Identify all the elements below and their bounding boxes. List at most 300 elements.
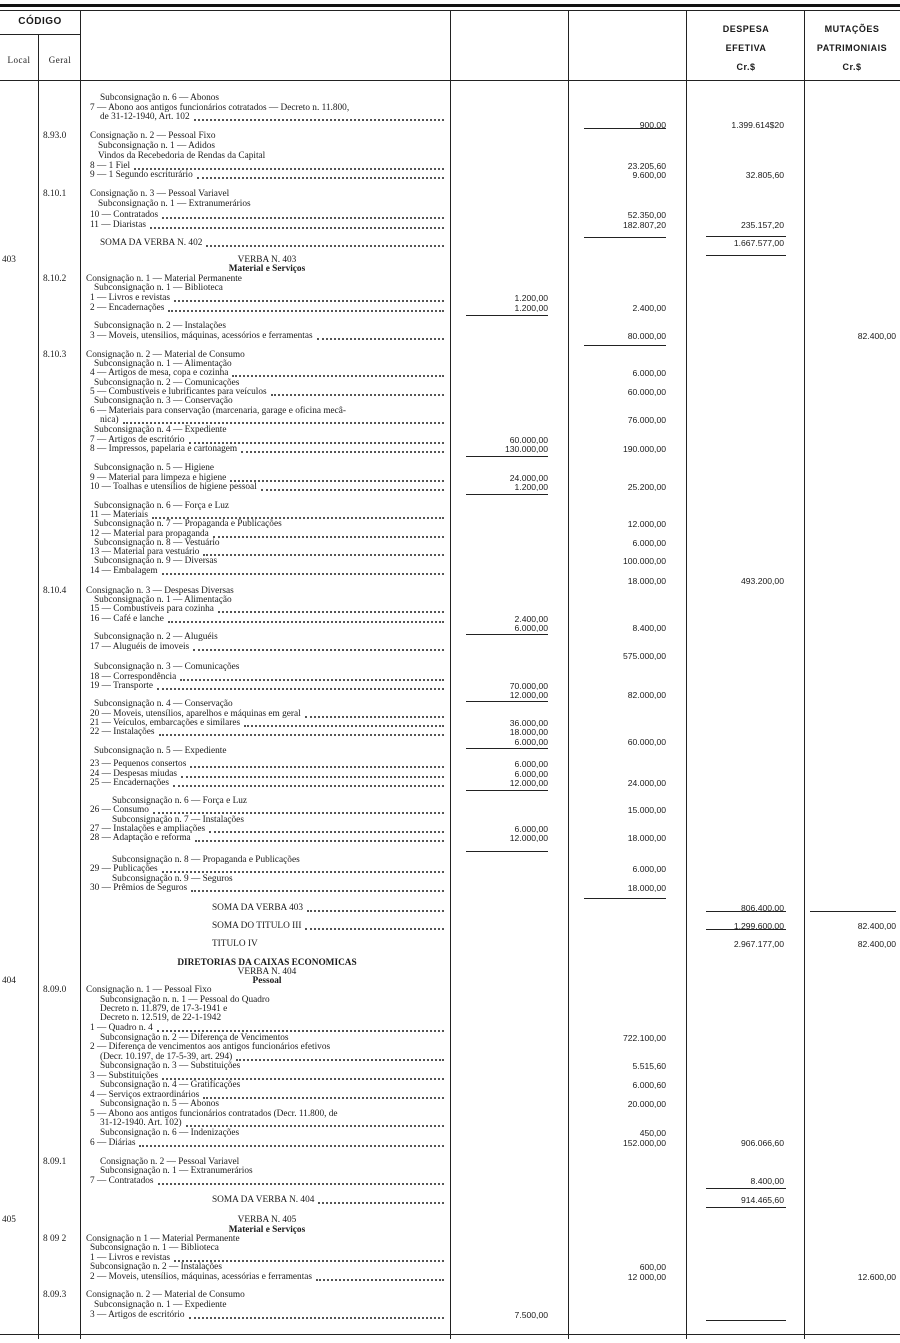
subtotal-rule	[466, 456, 548, 457]
amount-c3: 906.066,60	[740, 1138, 784, 1148]
item-description: 27 — Instalações e ampliações	[90, 824, 206, 834]
amount-c1: 130.000,00	[504, 444, 548, 454]
subtotal-rule	[466, 851, 548, 852]
item-description: Subconsignação n. 6 — Força e Luz	[94, 501, 230, 511]
bottom-rule	[0, 1334, 900, 1335]
ledger-row	[0, 604, 900, 614]
item-description: SOMA DO TITULO III	[212, 921, 302, 931]
ledger-row	[0, 482, 900, 492]
item-description: VERBA N. 405	[237, 1215, 297, 1225]
leader-dots	[123, 422, 444, 424]
item-description: Decreto n. 11.879, de 17-3-1941 e	[100, 1004, 228, 1014]
item-description: 26 — Consumo	[90, 805, 149, 815]
item-description: Subconsignação n. 8 — Propaganda e Publicações	[112, 855, 300, 865]
subtotal-rule	[584, 898, 666, 899]
amount-c2: 15.000,00	[627, 805, 666, 815]
leader-dots	[307, 910, 444, 912]
item-description: 9 — Material para limpeza e higiene	[90, 473, 227, 483]
amount-c1: 18.000,00	[509, 727, 548, 737]
leader-dots	[195, 840, 444, 842]
item-description: Subconsignação n. 1 — Extranumerários	[98, 199, 251, 209]
ledger-row	[0, 444, 900, 454]
local-code: 405	[2, 1215, 16, 1225]
leader-dots	[158, 1183, 444, 1185]
ledger-row	[0, 651, 900, 661]
amount-c1: 2.400,00	[514, 614, 548, 624]
amount-c2: 100.000,00	[622, 556, 666, 566]
amount-c3: 914.465,60	[740, 1195, 784, 1205]
ledger-row	[0, 1215, 900, 1225]
item-description: Subconsignação n. 1 — Alimentação	[94, 359, 232, 369]
ledger-row	[0, 415, 900, 425]
item-description: Subconsignação n. 1 — Biblioteca	[94, 283, 223, 293]
amount-c3: 1.667.577,00	[733, 238, 784, 248]
item-description: 28 — Adaptação e reforma	[90, 833, 191, 843]
ledger-row	[0, 1166, 900, 1176]
despesa-header-2: EFETIVA	[725, 43, 767, 53]
leader-dots	[241, 451, 444, 453]
item-description: Subconsignação n. 8 — Vestuário	[94, 538, 220, 548]
ledger-row	[0, 519, 900, 529]
geral-code: 8.10.2	[43, 274, 67, 284]
item-description: 18 — Correspondência	[90, 672, 177, 682]
item-description: Subconsignação n. 9 — Seguros	[112, 874, 233, 884]
leader-dots	[316, 1279, 444, 1281]
amount-c2: 60.000,00	[627, 737, 666, 747]
amount-c1: 6.000,00	[514, 759, 548, 769]
ledger-row	[0, 883, 900, 893]
item-description: Subconsignação n. 4 — Conservação	[94, 699, 233, 709]
item-description: Subconsignação n. 6 — Abonos	[100, 93, 220, 103]
amount-c2: 190.000,00	[622, 444, 666, 454]
ledger-row	[0, 293, 900, 303]
subtotal-rule	[466, 634, 548, 635]
ledger-row	[0, 632, 900, 642]
geral-code: 8.09.1	[43, 1157, 67, 1167]
ledger-row	[0, 283, 900, 293]
subtotal-rule	[706, 929, 786, 930]
leader-dots	[189, 1317, 444, 1319]
ledger-row	[0, 759, 900, 769]
amount-c2: 24.000,00	[627, 778, 666, 788]
item-description: 7 — Contratados	[90, 1176, 154, 1186]
amount-c2: 5.515,60	[632, 1061, 666, 1071]
amount-c2: 18.000,00	[627, 833, 666, 843]
subtotal-rule	[466, 748, 548, 749]
leader-dots	[190, 766, 444, 768]
item-description: SOMA DA VERBA N. 404	[212, 1195, 315, 1205]
ledger-row	[0, 566, 900, 576]
leader-dots	[157, 1030, 444, 1032]
ledger-row	[0, 1080, 900, 1090]
item-description: Subconsignação n. 3 — Comunicações	[94, 662, 240, 672]
leader-dots	[186, 1125, 444, 1127]
amount-c4: 82.400,00	[857, 921, 896, 931]
item-description: 1 — Livros e revistas	[90, 293, 171, 303]
item-description: SOMA DA VERBA N. 402	[100, 238, 203, 248]
item-description: Subconsignação n. n. 1 — Pessoal do Quadro	[100, 995, 270, 1005]
despesa-header-3: Cr.$	[736, 62, 756, 72]
ledger-row	[0, 463, 900, 473]
item-description: Subconsignação n. 6 — Força e Luz	[112, 796, 248, 806]
amount-c2: 600,00	[639, 1262, 666, 1272]
subtotal-rule	[706, 1320, 786, 1321]
amount-c1: 36.000,00	[509, 718, 548, 728]
item-description: Subconsignação n. 3 — Conservação	[94, 396, 233, 406]
ledger-row	[0, 151, 900, 161]
ledger-row	[0, 939, 900, 949]
top-rule-thick	[0, 4, 900, 7]
item-description: TITULO IV	[212, 939, 258, 949]
leader-dots	[197, 177, 444, 179]
amount-c2: 152.000,00	[622, 1138, 666, 1148]
item-description: 4 — Artigos de mesa, copa e cozinha	[90, 368, 229, 378]
amount-c2: 722.100,00	[622, 1033, 666, 1043]
leader-dots	[305, 928, 444, 930]
subtotal-rule	[706, 236, 786, 237]
item-description: 8 — Impressos, papelaria e cartonagem	[90, 444, 238, 454]
item-description: Subconsignação n. 3 — Substituições	[100, 1061, 241, 1071]
subtotal-rule	[706, 255, 786, 256]
ledger-row	[0, 805, 900, 815]
item-description: 29 — Publicações	[90, 864, 158, 874]
amount-c2: 450,00	[639, 1128, 666, 1138]
item-description: 9 — 1 Segundo escriturário	[90, 170, 193, 180]
item-description: Subconsignação n. 2 — Instalações	[94, 321, 226, 331]
amount-c3: 8.400,00	[750, 1176, 784, 1186]
ledger-row	[0, 220, 900, 230]
item-description: 20 — Moveis, utensílios, aparelhos e máquinas em geral	[90, 709, 301, 719]
leader-dots	[162, 871, 444, 873]
ledger-row	[0, 699, 900, 709]
ledger-row	[0, 833, 900, 843]
item-description: 2 — Moveis, utensílios, máquinas, acessórias e ferramentas	[90, 1272, 313, 1282]
item-description: 2 — Encadernações	[90, 303, 165, 313]
amount-c4: 12.600,00	[857, 1272, 896, 1282]
amount-c2: 80.000,00	[627, 331, 666, 341]
amount-c1: 1.200,00	[514, 303, 548, 313]
amount-c1: 12.000,00	[509, 778, 548, 788]
amount-c1: 1.200,00	[514, 482, 548, 492]
amount-c2: 6.000,60	[632, 1080, 666, 1090]
item-description: Vindos da Recebedoria de Rendas da Capital	[98, 151, 266, 161]
item-description: 16 — Café e lanche	[90, 614, 164, 624]
subtotal-rule	[706, 911, 786, 912]
item-description: 7 — Artigos de escritório	[90, 435, 185, 445]
item-description: Subconsignação n. 2 — Comunicações	[94, 378, 240, 388]
ledger-row	[0, 727, 900, 737]
item-description: Pessoal	[252, 976, 282, 986]
item-description: VERBA N. 404	[237, 967, 297, 977]
ledger-row	[0, 120, 900, 130]
item-description: Consignação n. 2 — Pessoal Fixo	[90, 131, 216, 141]
ledger-row	[0, 210, 900, 220]
item-description: 12 — Material para propaganda	[90, 529, 209, 539]
mutacoes-header-1: MUTAÇÕES	[824, 24, 880, 34]
item-description: 25 — Encadernações	[90, 778, 169, 788]
ledger-row	[0, 864, 900, 874]
item-description: 3 — Moveis, utensilios, máquinas, acessórios e ferramentas	[90, 331, 313, 341]
mutacoes-header-2: PATRIMONIAIS	[816, 43, 888, 53]
ledger-row	[0, 368, 900, 378]
amount-c4: 82.400,00	[857, 331, 896, 341]
leader-dots	[173, 785, 444, 787]
codigo-divider	[0, 34, 80, 35]
item-description: Subconsignação n. 2 — Diferença de Vencimentos	[100, 1033, 289, 1043]
item-description: 6 — Materiais para conservação (marcenaria, garage e oficina mecâ-	[90, 406, 347, 416]
item-description: 3 — Artigos de escritório	[90, 1310, 185, 1320]
ledger-row	[0, 1128, 900, 1138]
item-description: VERBA N. 403	[237, 255, 297, 265]
amount-c3: 235.157,20	[740, 220, 784, 230]
amount-c2: 60.000,00	[627, 387, 666, 397]
item-description: Subconsignação n. 4 — Gratificações	[100, 1080, 241, 1090]
item-description: 1 — Livros e revistas	[90, 1253, 171, 1263]
amount-c2: 900,00	[639, 120, 666, 130]
item-description: SOMA DA VERBA 403	[212, 903, 304, 913]
local-code: 403	[2, 255, 16, 265]
ledger-row	[0, 1042, 900, 1052]
amount-c1: 6.000,00	[514, 769, 548, 779]
ledger-row	[0, 556, 900, 566]
leader-dots	[168, 310, 444, 312]
ledger-row	[0, 264, 900, 274]
item-description: 8 — 1 Fiel	[90, 161, 131, 171]
leader-dots	[159, 734, 444, 736]
item-description: 22 — Instalações	[90, 727, 155, 737]
leader-dots	[139, 1145, 444, 1147]
amount-c1: 6.000,00	[514, 737, 548, 747]
amount-c3: 32.805,60	[745, 170, 784, 180]
item-description: Subconsignação n. 2 — Instalações	[90, 1262, 222, 1272]
ledger-row	[0, 396, 900, 406]
amount-c2: 6.000,00	[632, 538, 666, 548]
subtotal-rule	[584, 128, 666, 129]
item-description: 11 — Materiais	[90, 510, 149, 520]
leader-dots	[162, 217, 444, 219]
leader-dots	[191, 890, 444, 892]
item-description: 30 — Prêmios de Seguros	[90, 883, 188, 893]
amount-c1: 70.000,00	[509, 681, 548, 691]
amount-c2: 52.350,00	[627, 210, 666, 220]
item-description: Subconsignação n. 1 — Biblioteca	[90, 1243, 219, 1253]
item-description: Consignação n. 2 — Pessoal Variavel	[100, 1157, 240, 1167]
item-description: Material e Serviços	[228, 1225, 306, 1235]
amount-c3: 2.967.177,00	[733, 939, 784, 949]
local-header: Local	[7, 55, 31, 65]
mutacoes-header-3: Cr.$	[842, 62, 862, 72]
ledger-row	[0, 131, 900, 141]
item-description: Consignação n 1 — Material Permanente	[86, 1234, 240, 1244]
item-description: 21 — Veículos, embarcações e similares	[90, 718, 241, 728]
item-description: Decreto n. 12.519, de 22-1-1942	[100, 1013, 222, 1023]
amount-c2: 575.000,00	[622, 651, 666, 661]
amount-c2: 76.000,00	[627, 415, 666, 425]
ledger-row	[0, 199, 900, 209]
ledger-row	[0, 1195, 900, 1205]
item-description: 4 — Serviços extraordinários	[90, 1090, 200, 1100]
amount-c1: 1.200,00	[514, 293, 548, 303]
item-description: 23 — Pequenos consertos	[90, 759, 187, 769]
item-description: Consignação n. 1 — Pessoal Fixo	[86, 985, 212, 995]
item-description: 10 — Contratados	[90, 210, 159, 220]
ledger-row	[0, 985, 900, 995]
ledger-row	[0, 425, 900, 435]
item-description: Subconsignação n. 6 — Indenizações	[100, 1128, 240, 1138]
item-description: Subconsignação n. 7 — Instalações	[112, 815, 244, 825]
ledger-row	[0, 1262, 900, 1272]
amount-c2: 25.200,00	[627, 482, 666, 492]
leader-dots	[174, 300, 444, 302]
ledger-row	[0, 170, 900, 180]
leader-dots	[150, 227, 444, 229]
item-description: Subconsignação n. 2 — Aluguéis	[94, 632, 218, 642]
leader-dots	[153, 812, 444, 814]
subtotal-rule	[706, 1207, 786, 1208]
item-description: Consignação n. 3 — Pessoal Variavel	[90, 189, 230, 199]
item-description: Consignação n. 3 — Despesas Diversas	[86, 586, 234, 596]
amount-c1: 60.000,00	[509, 435, 548, 445]
item-description: Material e Serviços	[228, 264, 306, 274]
ledger-row	[0, 1300, 900, 1310]
ledger-row	[0, 141, 900, 151]
ledger-row	[0, 1176, 900, 1186]
ledger-row	[0, 1243, 900, 1253]
ledger-row	[0, 778, 900, 788]
item-description: (Decr. 10.197, de 17-5-39, art. 294)	[100, 1052, 233, 1062]
amount-c2: 20.000,00	[627, 1099, 666, 1109]
item-description: Subconsignação n. 1 — Expediente	[94, 1300, 227, 1310]
item-description: Subconsignação n. 9 — Diversas	[94, 556, 218, 566]
amount-c2: 23.205,60	[627, 161, 666, 171]
item-description: Subconsignação n. 1 — Adidos	[98, 141, 215, 151]
geral-code: 8.93.0	[43, 131, 67, 141]
amount-c2: 2.400,00	[632, 303, 666, 313]
amount-c3: 493.200,00	[740, 576, 784, 586]
amount-c2: 18.000,00	[627, 883, 666, 893]
geral-code: 8.09.3	[43, 1290, 67, 1300]
ledger-row	[0, 1290, 900, 1300]
amount-c3: 1.299.600,00	[733, 921, 784, 931]
subtotal-rule	[466, 315, 548, 316]
leader-dots	[232, 375, 444, 377]
amount-c2: 6.000,00	[632, 864, 666, 874]
geral-header: Geral	[48, 55, 72, 65]
amount-c2: 6.000,00	[632, 368, 666, 378]
subtotal-rule	[706, 1188, 786, 1189]
amount-c1: 12.000,00	[509, 833, 548, 843]
item-description: 1 — Quadro n. 4	[90, 1023, 153, 1033]
item-description: 2 — Diferença de vencimentos aos antigos funcionários efetivos	[90, 1042, 331, 1052]
geral-code: 8 09 2	[43, 1234, 67, 1244]
amount-c2: 18.000,00	[627, 576, 666, 586]
item-description: 10 — Toalhas e utensílios de higiene pessoal	[90, 482, 257, 492]
ledger-row	[0, 1013, 900, 1023]
item-description: 5 — Combustíveis e lubrificantes para veículos	[90, 387, 267, 397]
amount-c2: 82.000,00	[627, 690, 666, 700]
ledger-row	[0, 1310, 900, 1320]
item-description: Subconsignação n. 7 — Propaganda e Publicações	[94, 519, 282, 529]
item-description: 17 — Aluguéis de imoveis	[90, 642, 190, 652]
ledger-row	[0, 1272, 900, 1282]
amount-c1: 12.000,00	[509, 690, 548, 700]
amount-c2: 12.000,00	[627, 519, 666, 529]
item-description: Subconsignação n. 1 — Alimentação	[94, 595, 232, 605]
ledger-row	[0, 1099, 900, 1109]
leader-dots	[318, 1202, 444, 1204]
subtotal-rule	[466, 790, 548, 791]
geral-code: 8.09.0	[43, 985, 67, 995]
ledger-row	[0, 746, 900, 756]
codigo-header: CÓDIGO	[18, 16, 62, 27]
amount-c4: 82.400,00	[857, 939, 896, 949]
subtotal-rule	[810, 911, 896, 912]
ledger-row	[0, 331, 900, 341]
item-description: 6 — Diárias	[90, 1138, 136, 1148]
amount-c2: 12 000,00	[627, 1272, 666, 1282]
item-description: Subconsignação n. 4 — Expediente	[94, 425, 227, 435]
item-description: 13 — Material para vestuário	[90, 547, 200, 557]
item-description: Subconsignação n. 5 — Higiene	[94, 463, 215, 473]
item-description: Consignação n. 1 — Material Permanente	[86, 274, 242, 284]
geral-code: 8.10.1	[43, 189, 67, 199]
item-description: 5 — Abono aos antigos funcionários contratados (Decr. 11.800, de	[90, 1109, 338, 1119]
item-description: Subconsignação n. 1 — Extranumerários	[100, 1166, 253, 1176]
leader-dots	[218, 611, 444, 613]
ledger-row	[0, 1138, 900, 1148]
amount-c1: 24.000,00	[509, 473, 548, 483]
item-description: 7 — Abono aos antigos funcionários cotratados — Decreto n. 11.800,	[90, 103, 350, 113]
ledger-row	[0, 1118, 900, 1128]
amount-c2: 182.807,20	[622, 220, 666, 230]
item-description: 15 — Combustíveis para cozinha	[90, 604, 214, 614]
ledger-row	[0, 93, 900, 103]
leader-dots	[317, 338, 444, 340]
ledger-row	[0, 662, 900, 672]
item-description: 19 — Transporte	[90, 681, 154, 691]
item-description: de 31-12-1940, Art. 102	[100, 112, 190, 122]
item-description: DIRETORIAS DA CAIXAS ECONOMICAS	[177, 958, 357, 968]
subtotal-rule	[584, 237, 666, 238]
amount-c3: 1.399.614$20	[731, 120, 784, 130]
amount-c1: 7.500,00	[514, 1310, 548, 1320]
item-description: Consignação n. 2 — Material de Consumo	[86, 350, 245, 360]
item-description: 14 — Embalagem	[90, 566, 158, 576]
subtotal-rule	[584, 345, 666, 346]
subtotal-rule	[466, 494, 548, 495]
ledger-row	[0, 238, 900, 248]
subtotal-rule	[466, 701, 548, 702]
amount-c3: 806.400,00	[740, 903, 784, 913]
ledger-row	[0, 303, 900, 313]
item-description: 11 — Diaristas	[90, 220, 146, 230]
geral-code: 8.10.3	[43, 350, 67, 360]
item-description: Subconsignação n. 5 — Expediente	[94, 746, 227, 756]
ledger-row	[0, 321, 900, 331]
item-description: Subconsignação n. 5 — Abonos	[100, 1099, 220, 1109]
despesa-header-1: DESPESA	[722, 24, 770, 34]
local-code: 404	[2, 976, 16, 986]
amount-c1: 6.000,00	[514, 623, 548, 633]
item-description: 3 — Substituições	[90, 1071, 159, 1081]
leader-dots	[261, 489, 444, 491]
leader-dots	[162, 573, 444, 575]
item-description: 24 — Despesas miudas	[90, 769, 178, 779]
amount-c2: 9.600,00	[632, 170, 666, 180]
leader-dots	[206, 245, 444, 247]
item-description: Consignação n. 2 — Material de Consumo	[86, 1290, 245, 1300]
ledger-row	[0, 1061, 900, 1071]
